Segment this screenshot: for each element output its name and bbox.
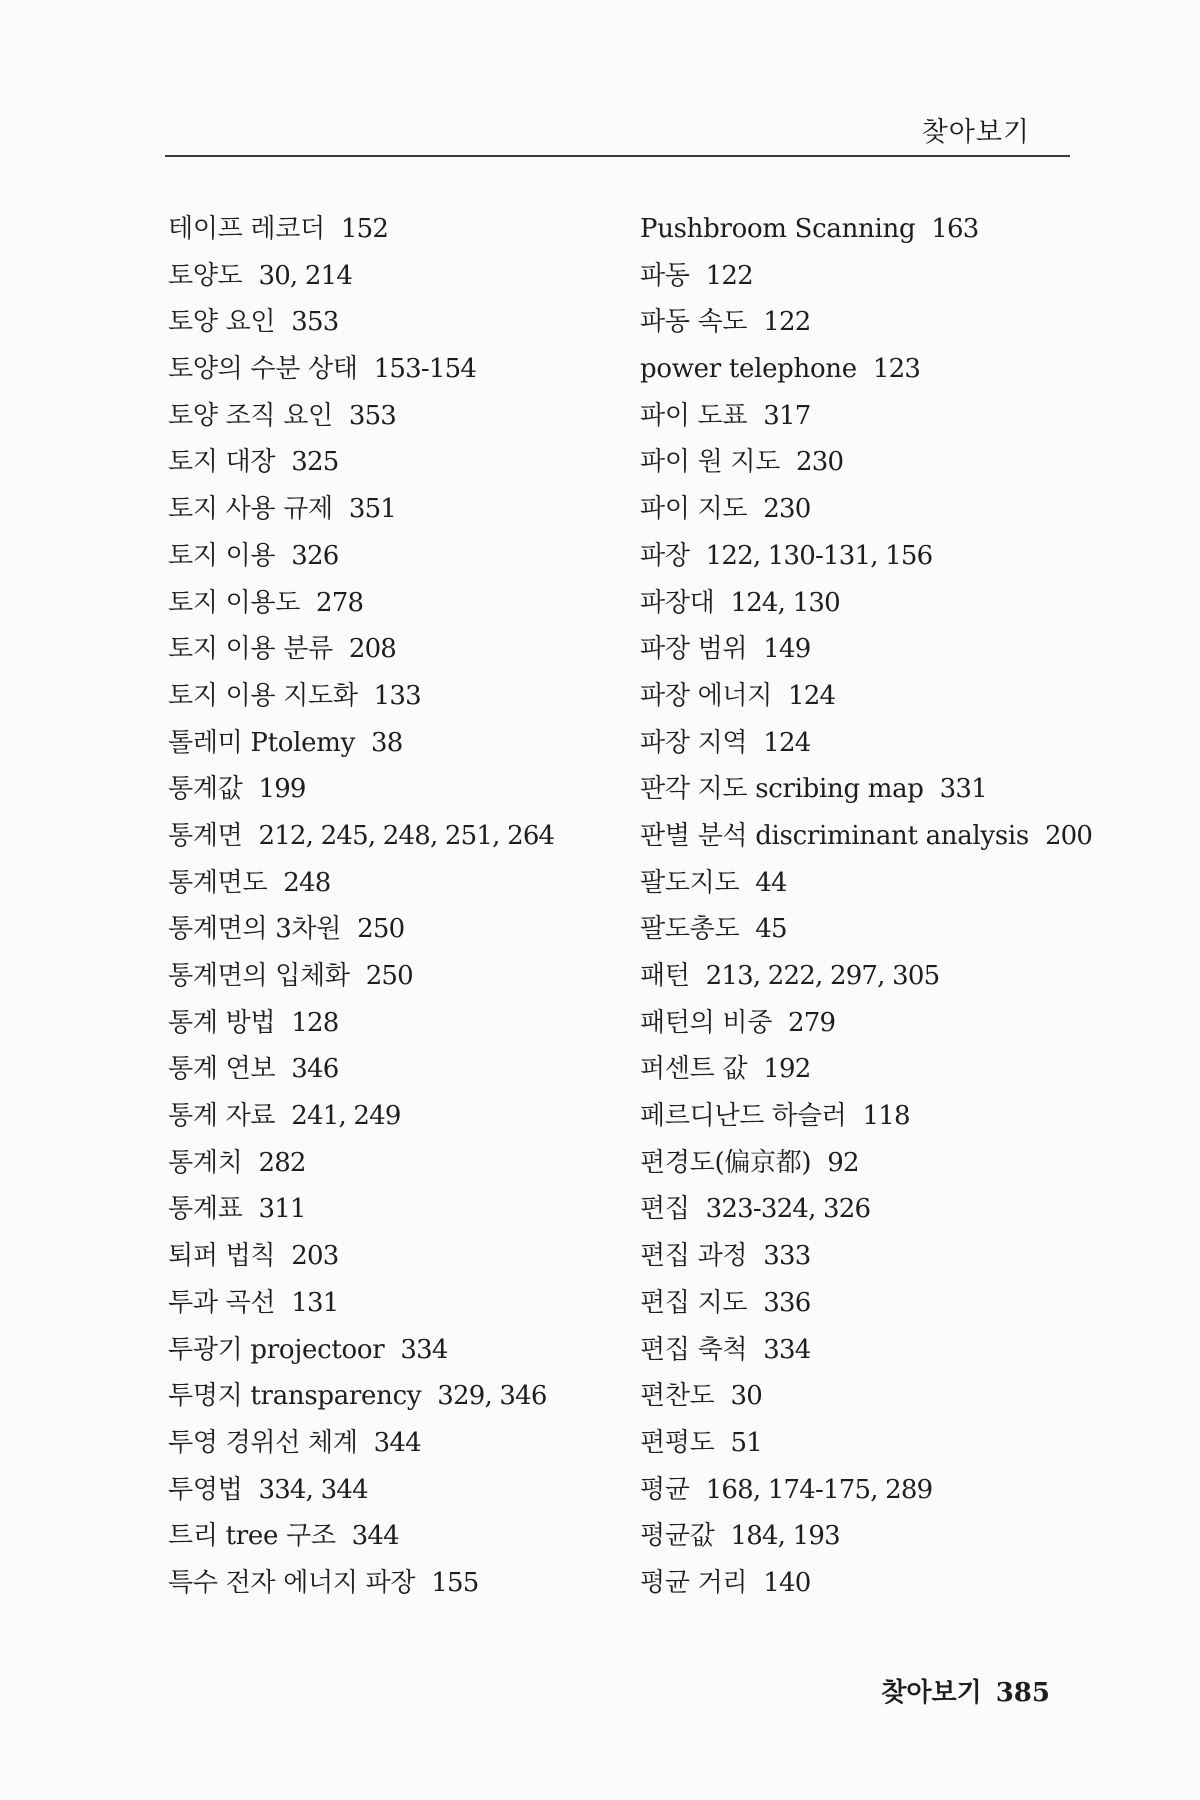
index-column-right xyxy=(640,206,1093,1607)
index-page-refs: 317 xyxy=(763,400,811,431)
index-entry xyxy=(168,1000,608,1047)
index-page-refs: 334 xyxy=(400,1334,448,1365)
index-term: 토지 이용 지도화 xyxy=(168,680,358,711)
index-page-refs: 329, 346 xyxy=(437,1381,547,1412)
index-page-refs: 248 xyxy=(283,867,331,898)
index-entry xyxy=(168,1420,608,1467)
index-entry xyxy=(640,206,1080,253)
index-entry xyxy=(640,953,1080,1000)
index-page-refs: 30, 214 xyxy=(258,260,353,291)
index-term: 투영법 xyxy=(168,1474,243,1505)
index-entry xyxy=(168,1373,608,1420)
index-entry xyxy=(168,1046,608,1093)
index-page-refs: 51 xyxy=(730,1427,762,1458)
index-term: 투과 곡선 xyxy=(168,1287,276,1318)
index-term: Pushbroom Scanning xyxy=(640,214,916,244)
index-page-refs: 203 xyxy=(291,1241,339,1272)
index-page-refs: 133 xyxy=(373,680,421,711)
index-entry xyxy=(640,720,1080,767)
index-entry xyxy=(640,1280,1080,1327)
index-term: power telephone xyxy=(640,354,857,385)
index-entry xyxy=(168,1233,608,1280)
index-term: 편집 축척 xyxy=(640,1334,748,1365)
index-term: 편평도 xyxy=(640,1427,715,1458)
index-term: 편집 과정 xyxy=(640,1241,748,1272)
index-entry xyxy=(640,860,1080,907)
index-term: 패턴의 비중 xyxy=(640,1007,773,1038)
index-entry xyxy=(168,580,608,627)
index-page-refs: 334 xyxy=(763,1334,811,1365)
index-page-refs: 353 xyxy=(348,400,397,431)
index-page-refs: 140 xyxy=(763,1567,811,1598)
index-page-refs: 346 xyxy=(291,1054,339,1085)
index-page-refs: 336 xyxy=(763,1287,811,1318)
index-entry xyxy=(168,439,608,486)
index-page-refs: 200 xyxy=(1044,820,1093,851)
index-entry xyxy=(640,253,1080,300)
index-entry xyxy=(168,486,608,533)
index-page-refs: 149 xyxy=(763,634,811,665)
index-page-refs: 122 xyxy=(705,260,753,291)
index-entry xyxy=(640,486,1080,533)
index-entry xyxy=(168,626,608,673)
index-entry xyxy=(168,253,608,300)
index-term: 토지 이용도 xyxy=(168,587,301,618)
index-page-refs: 124 xyxy=(788,680,836,711)
index-term: 토양의 수분 상태 xyxy=(168,354,358,385)
index-page-refs: 118 xyxy=(862,1101,910,1132)
index-page-refs: 124 xyxy=(763,727,811,758)
index-term: 판각 지도 scribing map xyxy=(640,774,924,805)
index-term: 팔도지도 xyxy=(640,867,740,898)
index-page-refs: 152 xyxy=(340,214,389,244)
index-entry xyxy=(640,1186,1080,1233)
index-term: 통계 방법 xyxy=(168,1007,276,1038)
index-term: 통계 연보 xyxy=(168,1054,276,1085)
index-term: 파이 원 지도 xyxy=(640,447,781,478)
index-entry xyxy=(640,1467,1080,1514)
index-term: 테이프 레코더 xyxy=(168,214,325,244)
index-entry xyxy=(640,766,1080,813)
index-entry xyxy=(640,439,1080,486)
header-divider xyxy=(165,155,1070,157)
index-term: 토양 조직 요인 xyxy=(168,400,333,431)
index-entry xyxy=(640,1560,1080,1607)
index-term: 투명지 transparency xyxy=(168,1381,422,1412)
index-page-refs: 208 xyxy=(348,634,397,665)
index-page-refs: 250 xyxy=(357,914,405,945)
index-entry xyxy=(168,673,608,720)
index-entry xyxy=(168,720,608,767)
index-term: 투광기 projectoor xyxy=(168,1334,385,1365)
index-page-refs: 230 xyxy=(796,447,844,478)
index-column-left xyxy=(168,206,608,1607)
running-header-title: 찾아보기 xyxy=(921,117,1030,148)
index-term: 톨레미 Ptolemy xyxy=(168,727,355,758)
index-term: 통계값 xyxy=(168,774,243,805)
index-page-refs: 45 xyxy=(755,914,787,945)
index-page-refs: 153-154 xyxy=(373,354,477,385)
index-term: 퇴퍼 법칙 xyxy=(168,1241,276,1272)
index-entry xyxy=(168,1467,608,1514)
index-term: 토양도 xyxy=(168,260,243,291)
index-term: 통계치 xyxy=(168,1147,243,1178)
index-page-refs: 344 xyxy=(373,1427,421,1458)
index-entry xyxy=(168,1280,608,1327)
index-entry xyxy=(640,346,1080,393)
index-term: 파장 에너지 xyxy=(640,680,773,711)
index-page-refs: 331 xyxy=(939,774,987,805)
index-term: 토양 요인 xyxy=(168,307,276,338)
index-term: 토지 대장 xyxy=(168,447,276,478)
index-term: 퍼센트 값 xyxy=(640,1054,748,1085)
index-term: 편집 xyxy=(640,1194,690,1225)
index-page-refs: 124, 130 xyxy=(730,587,840,618)
footer-label: 찾아보기 xyxy=(881,1678,982,1708)
index-term: 통계면도 xyxy=(168,867,268,898)
index-term: 파동 xyxy=(640,260,690,291)
index-entry xyxy=(640,626,1080,673)
index-page-refs: 155 xyxy=(431,1567,479,1598)
index-page-refs: 351 xyxy=(348,494,397,525)
index-term: 트리 tree 구조 xyxy=(168,1521,336,1552)
index-page-refs: 333 xyxy=(763,1241,811,1272)
index-entry xyxy=(168,953,608,1000)
index-page-refs: 192 xyxy=(763,1054,811,1085)
index-entry xyxy=(168,206,608,253)
index-entry xyxy=(168,1560,608,1607)
index-term: 패턴 xyxy=(640,961,690,991)
index-entry xyxy=(640,299,1080,346)
index-page-refs: 199 xyxy=(258,774,306,805)
index-entry xyxy=(168,1093,608,1140)
index-entry xyxy=(168,346,608,393)
index-term: 파장 xyxy=(640,540,690,571)
index-page-refs: 213, 222, 297, 305 xyxy=(705,961,940,991)
index-term: 평균값 xyxy=(640,1521,715,1552)
index-term: 토지 이용 xyxy=(168,540,276,571)
index-page-refs: 241, 249 xyxy=(291,1101,401,1132)
index-term: 투영 경위선 체계 xyxy=(168,1427,358,1458)
index-term: 판별 분석 discriminant analysis xyxy=(640,820,1029,851)
index-page-refs: 128 xyxy=(291,1007,339,1038)
index-entry xyxy=(168,299,608,346)
index-entry xyxy=(640,813,1093,860)
index-page-refs: 168, 174-175, 289 xyxy=(705,1474,933,1505)
index-entry xyxy=(640,1373,1080,1420)
index-entry xyxy=(640,1000,1080,1047)
index-page-refs: 230 xyxy=(763,494,811,525)
index-page-refs: 163 xyxy=(931,214,979,244)
index-term: 통계면의 3차원 xyxy=(168,914,342,945)
index-term: 파장 지역 xyxy=(640,727,748,758)
index-term: 페르디난드 하슬러 xyxy=(640,1101,847,1132)
index-page-refs: 282 xyxy=(258,1147,306,1178)
index-entry xyxy=(640,1327,1080,1374)
index-page-refs: 334, 344 xyxy=(258,1474,368,1505)
index-entry xyxy=(168,860,608,907)
index-term: 통계면의 입체화 xyxy=(168,961,350,991)
index-term: 파장대 xyxy=(640,587,715,618)
index-term: 통계표 xyxy=(168,1194,243,1225)
index-page-refs: 92 xyxy=(827,1147,859,1178)
index-page-refs: 122 xyxy=(763,307,811,338)
index-page-refs: 278 xyxy=(316,587,364,618)
index-page-refs: 38 xyxy=(370,727,403,758)
index-page-refs: 323-324, 326 xyxy=(705,1194,871,1225)
index-entry xyxy=(168,533,608,580)
index-entry xyxy=(168,1186,608,1233)
index-page-refs: 184, 193 xyxy=(730,1521,840,1552)
index-entry xyxy=(168,1327,608,1374)
index-page-refs: 122, 130-131, 156 xyxy=(705,540,933,571)
index-term: 파장 범위 xyxy=(640,634,748,665)
index-term: 평균 거리 xyxy=(640,1567,748,1598)
index-entry xyxy=(640,1513,1080,1560)
index-entry xyxy=(168,1140,608,1187)
index-term: 통계면 xyxy=(168,820,243,851)
index-page-refs: 326 xyxy=(291,540,339,571)
index-page-refs: 353 xyxy=(291,307,339,338)
index-entry xyxy=(640,906,1080,953)
index-term: 편집 지도 xyxy=(640,1287,748,1318)
index-term: 파동 속도 xyxy=(640,307,748,338)
index-entry xyxy=(640,533,1080,580)
index-entry xyxy=(168,393,608,440)
index-page-refs: 131 xyxy=(291,1287,339,1318)
index-entry xyxy=(168,766,608,813)
index-page-refs: 279 xyxy=(788,1007,836,1038)
index-term: 통계 자료 xyxy=(168,1101,276,1132)
index-term: 파이 지도 xyxy=(640,494,748,525)
index-entry xyxy=(640,1233,1080,1280)
page-footer xyxy=(881,1672,1050,1709)
index-entry xyxy=(168,1513,608,1560)
index-term: 토지 이용 분류 xyxy=(168,634,333,665)
index-entry xyxy=(640,580,1080,627)
index-entry xyxy=(168,813,608,860)
index-page-refs: 344 xyxy=(351,1521,399,1552)
index-term: 평균 xyxy=(640,1474,690,1505)
index-entry xyxy=(640,1046,1080,1093)
index-entry xyxy=(640,1420,1080,1467)
index-entry xyxy=(640,1093,1080,1140)
index-entry xyxy=(640,393,1080,440)
index-page-refs: 325 xyxy=(291,447,339,478)
index-term: 특수 전자 에너지 파장 xyxy=(168,1567,416,1598)
index-page-refs: 30 xyxy=(730,1381,762,1412)
index-entry xyxy=(168,906,608,953)
index-entry xyxy=(640,673,1080,720)
index-term: 편찬도 xyxy=(640,1381,715,1412)
index-page-refs: 123 xyxy=(872,354,921,385)
index-term: 파이 도표 xyxy=(640,400,748,431)
index-page-refs: 250 xyxy=(365,961,413,991)
index-term: 토지 사용 규제 xyxy=(168,494,333,525)
index-page-refs: 311 xyxy=(258,1194,306,1225)
index-term: 편경도(偏京都) xyxy=(640,1147,812,1178)
index-entry xyxy=(640,1140,1080,1187)
index-page-refs: 44 xyxy=(755,867,787,898)
index-page-refs: 212, 245, 248, 251, 264 xyxy=(258,820,555,851)
page-number: 385 xyxy=(995,1678,1050,1708)
index-term: 팔도총도 xyxy=(640,914,740,945)
